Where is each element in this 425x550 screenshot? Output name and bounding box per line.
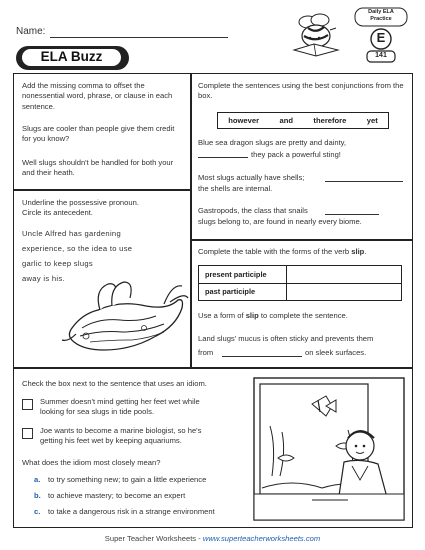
answer-choice-a[interactable] [34, 475, 206, 485]
footer-brand: Super Teacher Worksheets [104, 534, 197, 543]
pronoun-sentence-line-1: Uncle Alfred has gardening [22, 229, 121, 238]
table-answer-cell[interactable] [288, 267, 400, 282]
footer-separator: - [196, 534, 203, 543]
word-bank [217, 112, 389, 129]
use-verb: slip [245, 311, 259, 320]
choice-letter: b. [34, 491, 41, 500]
idiom-option-2: Joe wants to become a marine biologist, so he's getting his feet wet by keeping aquariums. [40, 426, 202, 446]
pronoun-instruction-2: Circle its antecedent. [22, 208, 93, 217]
badge-sub-text: Practice [370, 16, 392, 22]
answer-blank[interactable] [198, 157, 248, 158]
use-instruction-pre: Use a form of [198, 311, 244, 320]
footer [0, 534, 425, 543]
comma-sentence-1: Slugs are cooler than people give them credit for you know? [22, 124, 175, 144]
verb-sentence-a: Land slugs' mucus is often sticky and prevents them [198, 334, 374, 343]
bee-reading-icon [286, 10, 346, 62]
page-title: ELA Buzz [40, 49, 103, 64]
badge-number: 141 [375, 52, 387, 59]
verb-instructions-text: Complete the table with the forms of the verb [198, 247, 350, 256]
verb-sentence-end: on sleek surfaces. [305, 348, 367, 357]
table-row-label: past participle [205, 287, 256, 296]
verb-table [198, 265, 402, 301]
use-instruction-post: to complete the sentence. [260, 311, 348, 320]
verb-word: slip [351, 247, 365, 256]
choice-letter: c. [34, 507, 41, 516]
word-bank-word: and [279, 116, 293, 125]
conjunction-sentence-1b: they pack a powerful sting! [251, 150, 341, 159]
answer-choice-c[interactable] [34, 507, 215, 517]
verb-sentence-from: from [198, 348, 214, 357]
verb-section [191, 240, 413, 368]
idiom-option-1: Summer doesn't mind getting her feet wet while looking for sea slugs in tide pools. [40, 397, 200, 417]
use-instruction [198, 311, 406, 321]
pronoun-instruction-1: Underline the possessive pronoun. [22, 198, 139, 207]
word-bank-word: therefore [313, 116, 347, 125]
conjunction-sentence-2b: the shells are internal. [198, 184, 273, 193]
word-bank-word: however [228, 116, 260, 125]
conjunction-sentence-3a-end: slugs belong to, are found in nearly every biome. [198, 217, 362, 226]
word-bank-word: yet [366, 116, 378, 125]
answer-blank[interactable] [222, 356, 302, 357]
idiom-question: What does the idiom most closely mean? [22, 458, 161, 467]
verb-instructions: Complete the table with the forms of the verb slip. [198, 247, 367, 256]
conjunction-sentence-1a: Blue sea dragon slugs are pretty and dainty, [198, 138, 347, 147]
table-divider-h [199, 283, 401, 284]
pronoun-sentence-line-3: garlic to keep slugs [22, 259, 94, 268]
table-answer-cell[interactable] [288, 285, 400, 300]
conjunction-sentence-3a: Gastropods, the class that snails [198, 206, 308, 215]
footer-url[interactable]: www.superteacherworksheets.com [202, 534, 321, 543]
pronoun-sentence-line-4: away is his. [22, 274, 65, 283]
idiom-option-checkbox[interactable] [22, 399, 33, 410]
answer-choice-b[interactable] [34, 491, 185, 501]
badge-letter: E [376, 30, 386, 45]
sea-slug-illustration [60, 270, 190, 360]
aquarium-illustration [252, 376, 406, 522]
name-line[interactable] [50, 37, 228, 38]
comma-sentence-2: Well slugs shouldn't be handled for both your and their heath. [22, 158, 174, 178]
pronoun-sentence-line-2: experience, so the idea to use [22, 244, 133, 253]
conjunction-sentence-2a: Most slugs actually have shells; [198, 173, 305, 182]
choice-letter: a. [34, 475, 41, 484]
name-label: Name: [16, 26, 46, 37]
conjunction-instructions: Complete the sentences using the best conjunctions from the box. [198, 81, 404, 101]
badge-top-text: Daily ELA [368, 9, 394, 15]
comma-instructions: Add the missing comma to offset the nonessential word, phrase, or clause in each sentence. [22, 81, 173, 111]
table-row-label: present participle [205, 270, 267, 279]
idiom-instructions: Check the box next to the sentence that uses an idiom. [22, 379, 207, 388]
idiom-option-checkbox[interactable] [22, 428, 33, 439]
choice-text: to try something new; to gain a little experience [48, 475, 207, 484]
choice-text: to achieve mastery; to become an expert [48, 491, 186, 500]
answer-blank[interactable] [325, 214, 379, 215]
choice-text: to take a dangerous risk in a strange environment [48, 507, 215, 516]
answer-blank[interactable] [325, 181, 403, 182]
